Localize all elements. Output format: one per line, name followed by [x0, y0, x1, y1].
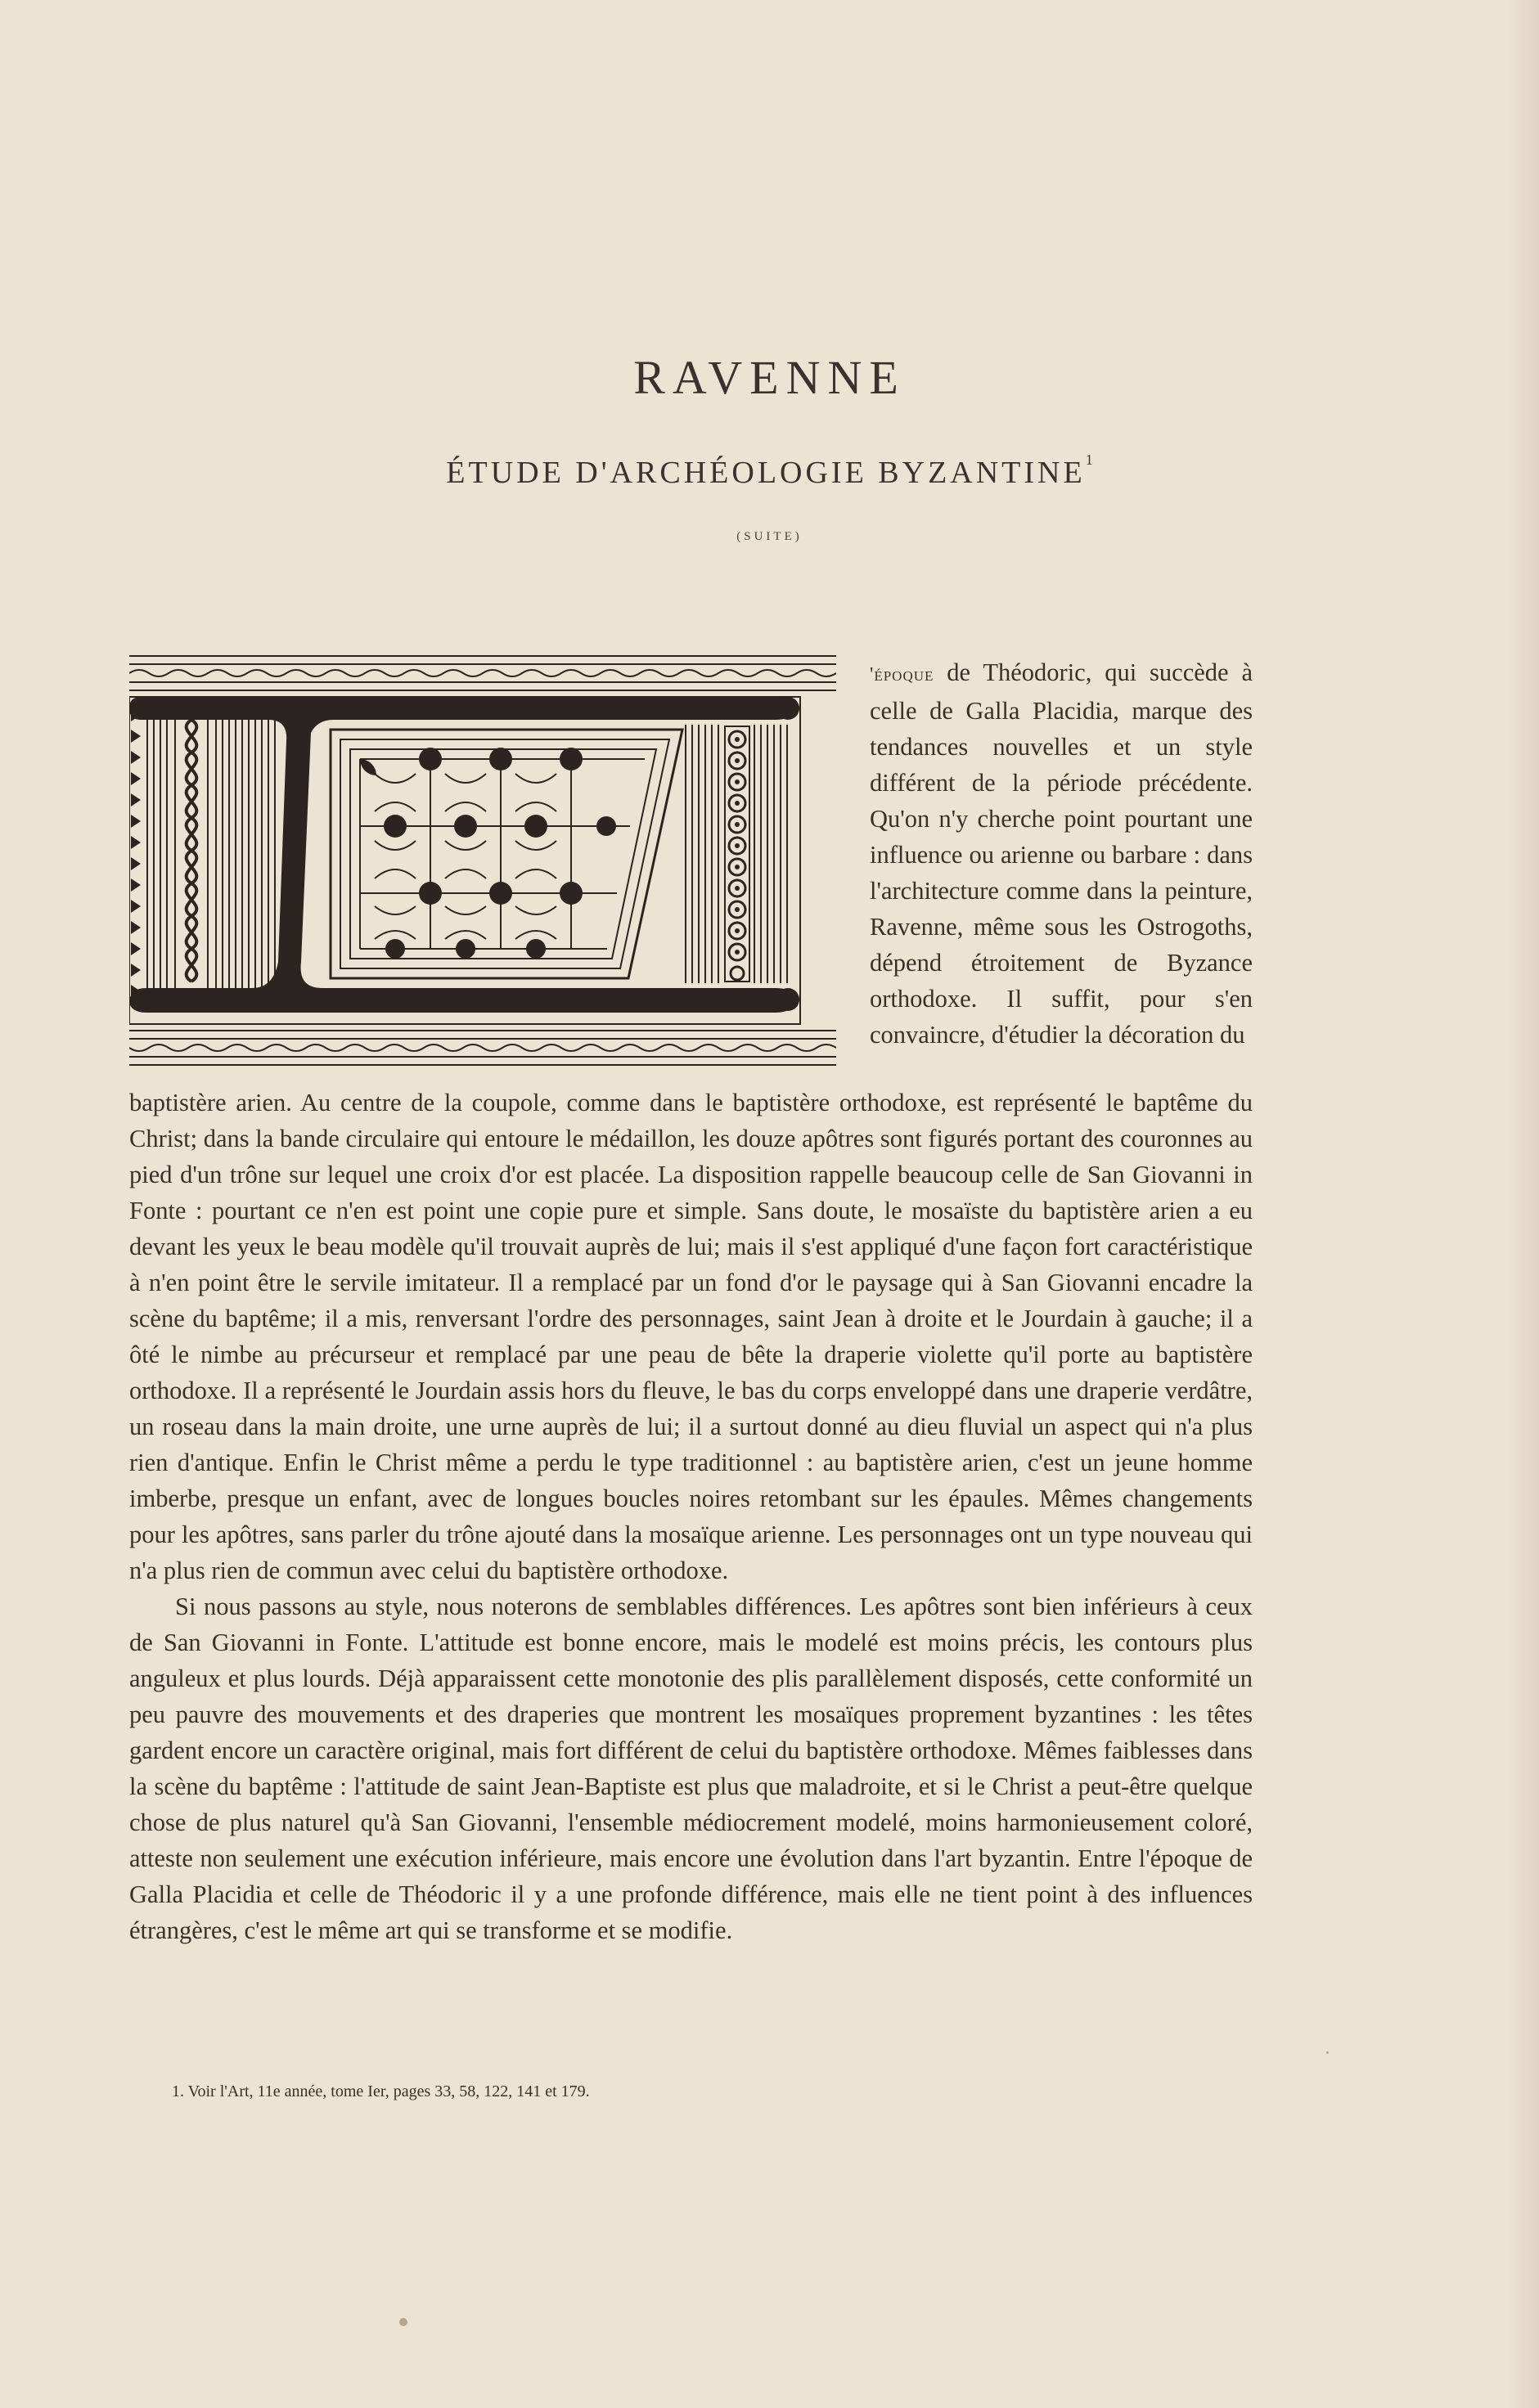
paragraph-1-continuation: baptistère arien. Au centre de la coupole, comme dans le baptistère orthodoxe, est représenté le baptême du Christ; dans la bande circulaire qui entoure le médaillon, les douze apôtres sont figurés portant des couronnes au pied d'un trône sur lequel une croix d'or est placée. La disposition rappelle beaucoup celle de San Giovanni in Fonte : pourtant ce n'en est point une copie pure et simple. Sans doute, le mosaïste du baptistère arien a eu devant les yeux le beau modèle qu'il trouvait auprès de lui; mais il s'est appliqué d'une façon fort caractéristique à n'en point être le servile imitateur. Il a remplacé par un fond d'or le paysage qui à San Giovanni encadre la scène du baptême; il a mis, renversant l'ordre des personnages, saint Jean à droite et le Jourdain à gauche; il a ôté le nimbe au précurseur et remplacé par une peau de bête la draperie violette qu'il porte au baptistère orthodoxe. Il a représenté le Jourdain assis hors du fleuve, le bas du corps enveloppé dans une draperie verdâtre, un roseau dans la main droite, une urne auprès de lui; il a surtout donné au dieu fluvial un aspect qui n'a plus rien d'antique. Enfin le Christ même a perdu le type traditionnel : au baptistère arien, c'est un jeune homme imberbe, presque un enfant, avec de longues boucles noires retombant sur les épaules. Mêmes changements pour les apôtres, sans parler du trône ajouté dans la mosaïque arienne. Les personnages ont un type nouveau qui n'a plus rien de commun avec celui du baptistère orthodoxe.	[129, 1089, 1253, 1584]
paper-speck	[1326, 2051, 1329, 2054]
paragraph-2: Si nous passons au style, nous noterons de semblables différences. Les apôtres sont bien inférieurs à ceux de San Giovanni in Fonte. L'attitude est bonne encore, mais le modelé est moins précis, les contours plus anguleux et plus lourds. Déjà apparaissent cette monotonie des plis parallèlement disposés, cette conformité un peu pauvre des mouvements et des draperies que montrent les mosaïques proprement byzantines : les têtes gardent encore un caractère original, mais fort différent de celui du baptistère orthodoxe. Mêmes faiblesses dans la scène du baptême : l'attitude de saint Jean-Baptiste est plus que maladroite, et si le Christ a peut-être quelque chose de plus naturel qu'à San Giovanni, l'ensemble médiocrement modelé, moins harmonieusement coloré, atteste non seulement une exécution inférieure, mais encore une évolution dans l'art byzantin. Entre l'époque de Galla Placidia et celle de Théodoric il y a une profonde différence, mais elle ne tient point à des influences étrangères, c'est le même art qui se transforme et se modifie.	[129, 1593, 1253, 1944]
subtitle-text: ÉTUDE D'ARCHÉOLOGIE BYZANTINE	[446, 456, 1086, 490]
paragraph-1-wrap-text: de Théodoric, qui succède à celle de Galla Placidia, marque des tendances nouvelles et un style différent de la période précédente. Qu'on n'y cherche point pourtant une influence ou arienne ou barbare : dans l'architecture comme dans la peinture, Ravenne, même sous les Ostrogoths, dépend étroitement de Byzance orthodoxe. Il suffit, pour s'en convaincre, d'étudier la décoration du	[870, 658, 1253, 1049]
suite-label: (SUITE)	[736, 530, 803, 543]
page-title: RAVENNE	[633, 351, 906, 404]
page-subtitle	[0, 452, 1539, 491]
footnote-marker: 1	[1085, 452, 1093, 468]
paragraph-1-wrap	[870, 654, 1253, 1053]
paper-speck	[399, 2318, 407, 2326]
decorative-initial-l-ornament	[129, 651, 836, 1070]
footnote: 1. Voir l'Art, 11e année, tome Ier, pages 33, 58, 122, 141 et 179.	[172, 2082, 590, 2100]
lead-word: 'époque	[870, 664, 934, 685]
main-text-body	[129, 1085, 1253, 1948]
